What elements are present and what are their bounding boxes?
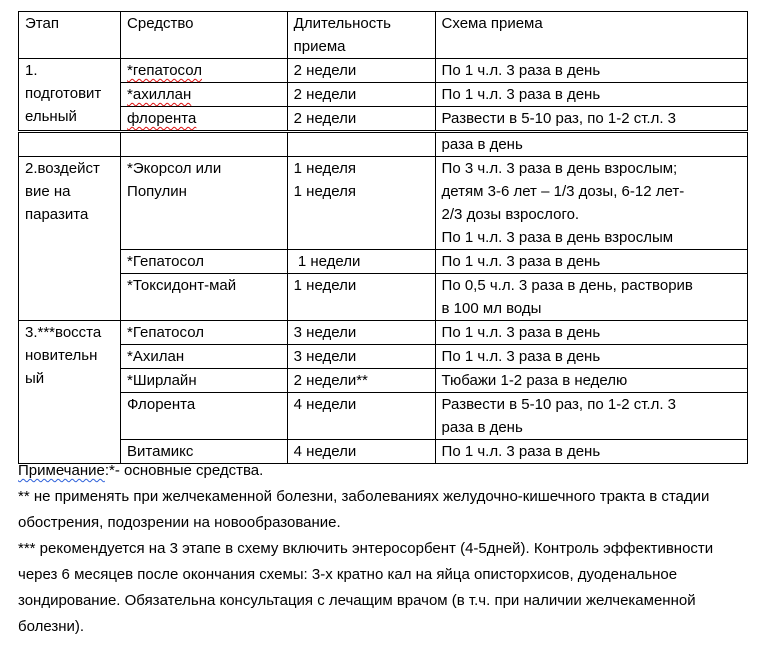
- table-row: [19, 83, 748, 107]
- duration-cell: 2 недели: [287, 59, 435, 83]
- empty-cell: [287, 133, 435, 157]
- header-scheme: Схема приема: [435, 12, 747, 59]
- table-row: [19, 250, 748, 274]
- table-row: [19, 274, 748, 321]
- header-stage: Этап: [19, 12, 121, 59]
- scheme-cell: Тюбажи 1-2 раза в неделю: [435, 369, 747, 393]
- duration-cell: 1 неделя 1 неделя: [287, 157, 435, 250]
- table-row: [19, 133, 748, 157]
- duration-cell: 4 недели: [287, 393, 435, 440]
- dosage-table-part-1: [18, 11, 748, 131]
- empty-cell: [121, 133, 288, 157]
- scheme-cell: Развести в 5-10 раз, по 1-2 ст.л. 3: [435, 107, 747, 131]
- note-main: Примечание:*- основные средства.: [18, 462, 264, 479]
- duration-cell: 3 недели: [287, 345, 435, 369]
- remedy-cell: *Ширлайн: [121, 369, 288, 393]
- table-row: [19, 157, 748, 250]
- scheme-cell: раза в день: [435, 133, 747, 157]
- remedy-cell: *Гепатосол: [121, 250, 288, 274]
- remedy-cell: Витамикс: [121, 440, 288, 464]
- table-row: [19, 393, 748, 440]
- table-row: [19, 59, 748, 83]
- stage-label: 2.воздейст вие на паразита: [19, 157, 121, 321]
- duration-cell: 3 недели: [287, 321, 435, 345]
- scheme-cell: По 1 ч.л. 3 раза в день: [435, 440, 747, 464]
- scheme-cell: По 1 ч.л. 3 раза в день: [435, 321, 747, 345]
- scheme-cell: По 1 ч.л. 3 раза в день: [435, 345, 747, 369]
- duration-cell: 1 недели: [287, 250, 435, 274]
- note-double-star: ** не применять при желчекаменной болезни, заболеваниях желудочно-кишечного тракта в стадии обострения, подозрении на новообразование.: [18, 488, 710, 531]
- scheme-cell: Развести в 5-10 раз, по 1-2 ст.л. 3 раза в день: [435, 393, 747, 440]
- header-row: [19, 12, 748, 59]
- header-duration: Длительность приема: [287, 12, 435, 59]
- notes-section: [18, 458, 748, 640]
- scheme-cell: По 1 ч.л. 3 раза в день: [435, 250, 747, 274]
- remedy-cell: флорента: [121, 107, 288, 131]
- duration-cell: 2 недели**: [287, 369, 435, 393]
- scheme-cell: По 0,5 ч.л. 3 раза в день, растворив в 100 мл воды: [435, 274, 747, 321]
- duration-cell: 2 недели: [287, 83, 435, 107]
- note-triple-star: *** рекомендуется на 3 этапе в схему включить энтеросорбент (4-5дней). Контроль эффективности через 6 месяцев после окончания схемы: 3-х кратно кал на яйца описторхисов, дуоденальное зондирование. Обязательна консультация с лечащим врачом (в т.ч. при наличии желчекаменной болезни).: [18, 540, 714, 635]
- remedy-cell: *гепатосол: [121, 59, 288, 83]
- stage-label: 3.***восста новительн ый: [19, 321, 121, 464]
- scheme-cell: По 3 ч.л. 3 раза в день взрослым; детям 3-6 лет – 1/3 дозы, 6-12 лет- 2/3 дозы взрослого. По 1 ч.л. 3 раза в день взрослым: [435, 157, 747, 250]
- remedy-cell: Флорента: [121, 393, 288, 440]
- table-row: [19, 369, 748, 393]
- remedy-cell: *ахиллан: [121, 83, 288, 107]
- scheme-cell: По 1 ч.л. 3 раза в день: [435, 83, 747, 107]
- remedy-cell: *Ахилан: [121, 345, 288, 369]
- stage-label: 1. подготовит ельный: [19, 59, 121, 131]
- table-row: [19, 107, 748, 131]
- empty-cell: [19, 133, 121, 157]
- remedy-cell: *Токсидонт-май: [121, 274, 288, 321]
- duration-cell: 1 недели: [287, 274, 435, 321]
- duration-cell: 4 недели: [287, 440, 435, 464]
- scheme-cell: По 1 ч.л. 3 раза в день: [435, 59, 747, 83]
- header-remedy: Средство: [121, 12, 288, 59]
- remedy-cell: *Гепатосол: [121, 321, 288, 345]
- table-row: [19, 321, 748, 345]
- duration-cell: 2 недели: [287, 107, 435, 131]
- remedy-cell: *Экорсол или Популин: [121, 157, 288, 250]
- note-keyword: Примечание: [18, 462, 105, 479]
- dosage-table-part-2: [18, 132, 748, 464]
- table-row: [19, 345, 748, 369]
